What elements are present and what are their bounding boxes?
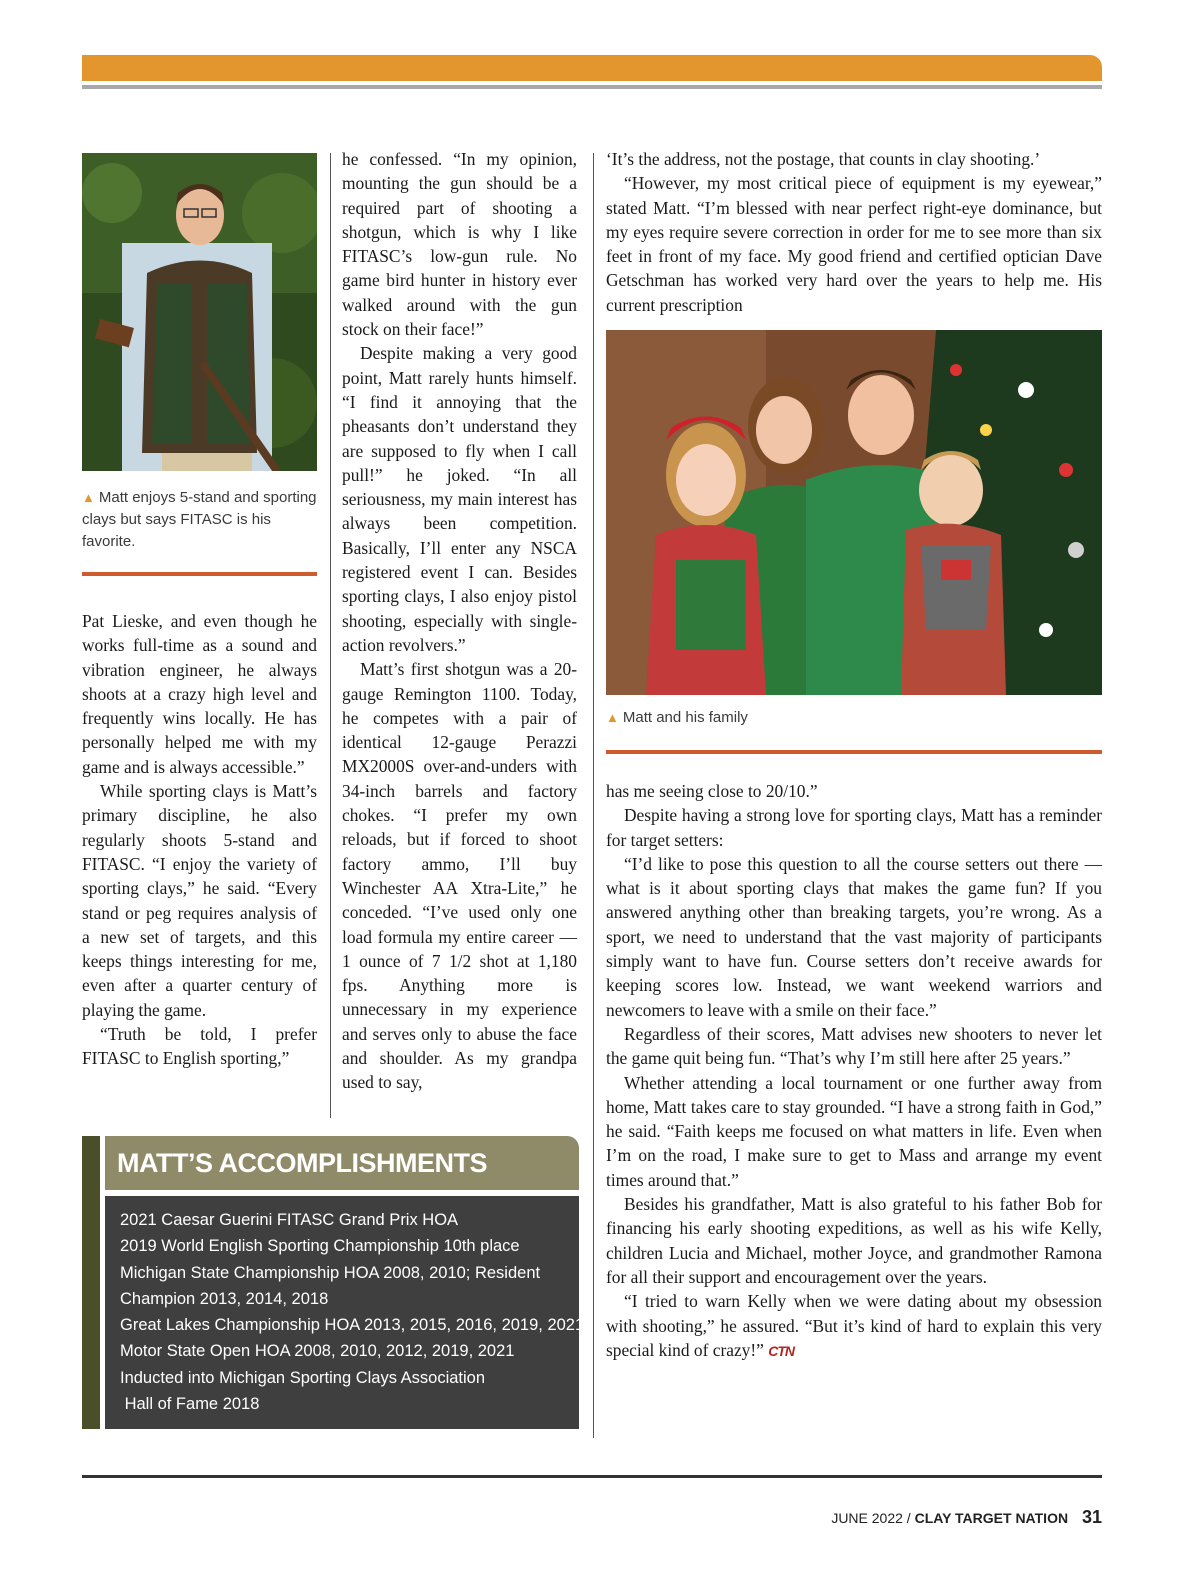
accomplishments-list	[120, 1207, 585, 1417]
accomplishments-side-stripe	[82, 1136, 100, 1429]
article-column-3-bottom	[606, 779, 1102, 1363]
article-column-2	[342, 147, 577, 1095]
paragraph	[606, 1289, 1102, 1363]
page-footer	[831, 1507, 1102, 1528]
caption-triangle-icon: ▲	[82, 490, 95, 505]
caption-triangle-icon: ▲	[606, 710, 619, 725]
article-column-3-top	[606, 147, 1102, 317]
paragraph: Pat Lieske, and even though he works full-time as a sound and vibration engineer, he always shoots at a crazy high level and frequently wins locally. He has personally helped me with my game and is always accessible.”	[82, 611, 317, 777]
photo2-caption: ▲ Matt and his family	[606, 709, 748, 726]
paragraph: Regardless of their scores, Matt advises new shooters to never let the game quit being fun. “That’s why I’m still here after 25 years.”	[606, 1023, 1102, 1069]
accomplishment-line: Champion 2013, 2014, 2018	[120, 1289, 329, 1308]
accomplishment-line: 2019 World English Sporting Championship 10th place	[120, 1237, 520, 1256]
accomplishment-line: Great Lakes Championship HOA 2013, 2015, 2016, 2019, 2021	[120, 1316, 585, 1335]
photo1-caption: ▲ Matt enjoys 5-stand and sporting clays but says FITASC is his favorite.	[82, 489, 317, 550]
accomplishments-title: MATT’S ACCOMPLISHMENTS	[117, 1148, 487, 1178]
accomplishment-line: Inducted into Michigan Sporting Clays Association	[120, 1368, 486, 1387]
paragraph: “However, my most critical piece of equipment is my eyewear,” stated Matt. “I’m blessed with near perfect right-eye dominance, but my eyes require severe correction in order for me to see more than six feet in front of my face. My good friend and certified optician Dave Getschman has worked very hard over the years to help me. His current prescription	[606, 173, 1102, 315]
paragraph: “I’d like to pose this question to all the course setters out there — what is it about sporting clays that makes the game fun? If you answered anything other than breaking targets, you’re wrong. As a sport, we need to understand that the vast majority of participants simply want to have fun. Course setters don’t receive awards for keeping scores low. Instead, we want weekend warriors and newcomers to leave with a smile on their face.”	[606, 853, 1102, 1020]
column-divider	[593, 153, 594, 1438]
accomplishment-line: Motor State Open HOA 2008, 2010, 2012, 2019, 2021	[120, 1342, 515, 1361]
paragraph: Besides his grandfather, Matt is also grateful to his father Bob for financing his early shooting expeditions, as well as his wife Kelly, children Lucia and Michael, mother Joyce, and grandmother Ramona for all their support and encouragement over the years.	[606, 1194, 1102, 1287]
accomplishment-line: Hall of Fame 2018	[120, 1395, 260, 1414]
paragraph: “Truth be told, I prefer FITASC to English sporting,”	[82, 1024, 317, 1069]
page-number: 31	[1081, 1507, 1102, 1527]
closing-quote-text: “I tried to warn Kelly when we were dating about my obsession with shooting,” he assured. “But it’s kind of hard to explain this very special kind of crazy!”	[606, 1291, 1102, 1360]
paragraph: he confessed. “In my opinion, mounting the gun should be a required part of shooting a shotgun, which is why I like FITASC’s low-gun rule. No game bird hunter in history ever walked around with the gun stock on their face!”	[342, 149, 577, 340]
paragraph: While sporting clays is Matt’s primary discipline, he also regularly shoots 5-stand and FITASC. “I enjoy the variety of sporting clays,” he said. “Every stand or peg requires analysis of a new set of targets, and this keeps things interesting for me, even after a quarter century of playing the game.	[82, 781, 317, 1020]
matt-portrait-photo	[82, 153, 317, 471]
paragraph: ‘It’s the address, not the postage, that counts in clay shooting.’	[606, 149, 1041, 169]
paragraph: Despite making a very good point, Matt rarely hunts himself. “I find it annoying that the pheasants don’t understand they are supposed to fly when I call pull!” he joked. “In all seriousness, my main interest has always been competition. Basically, I’ll enter any NSCA registered event I can. Besides sporting clays, I also enjoy pistol shooting, especially with single-action revolvers.”	[342, 343, 577, 655]
photo1-rule	[82, 572, 317, 576]
article-column-1	[82, 609, 317, 1071]
paragraph: has me seeing close to 20/10.”	[606, 781, 818, 801]
accomplishment-line: 2021 Caesar Guerini FITASC Grand Prix HOA	[120, 1211, 459, 1229]
footer-rule	[82, 1475, 1102, 1478]
header-accent-bar	[82, 55, 1102, 81]
family-photo	[606, 330, 1102, 695]
ctn-end-mark-logo: CTN	[768, 1342, 795, 1359]
accomplishment-line: Michigan State Championship HOA 2008, 2010; Resident	[120, 1263, 541, 1282]
column-divider	[330, 153, 331, 1118]
header-rule	[82, 85, 1102, 89]
paragraph: Despite having a strong love for sporting clays, Matt has a reminder for target setters:	[606, 805, 1102, 850]
footer-magazine-name: CLAY TARGET NATION	[914, 1510, 1069, 1526]
paragraph: Whether attending a local tournament or one further away from home, Matt takes care to stay grounded. “I have a strong faith in God,” he said. “Faith keeps me focused on what matters in life. Even when I’m on the road, I make sure to get to Mass and arrange my event times around that.”	[606, 1072, 1102, 1190]
photo2-rule	[606, 750, 1102, 754]
paragraph: Matt’s first shotgun was a 20-gauge Remington 1100. Today, he competes with a pair of identical 12-gauge Perazzi MX2000S over-and-unders with 34-inch barrels and factory chokes. “I prefer my own reloads, but if forced to shoot factory ammo, I’ll buy Winchester AA Xtra-Lite,” he conceded. “I’ve used only one load formula my entire career — 1 ounce of 7 1/2 shot at 1,180 fps. Anything more is unnecessary in my experience and serves only to abuse the face and shoulder. As my grandpa used to say,	[342, 659, 577, 1093]
footer-date: JUNE 2022 /	[831, 1510, 911, 1526]
